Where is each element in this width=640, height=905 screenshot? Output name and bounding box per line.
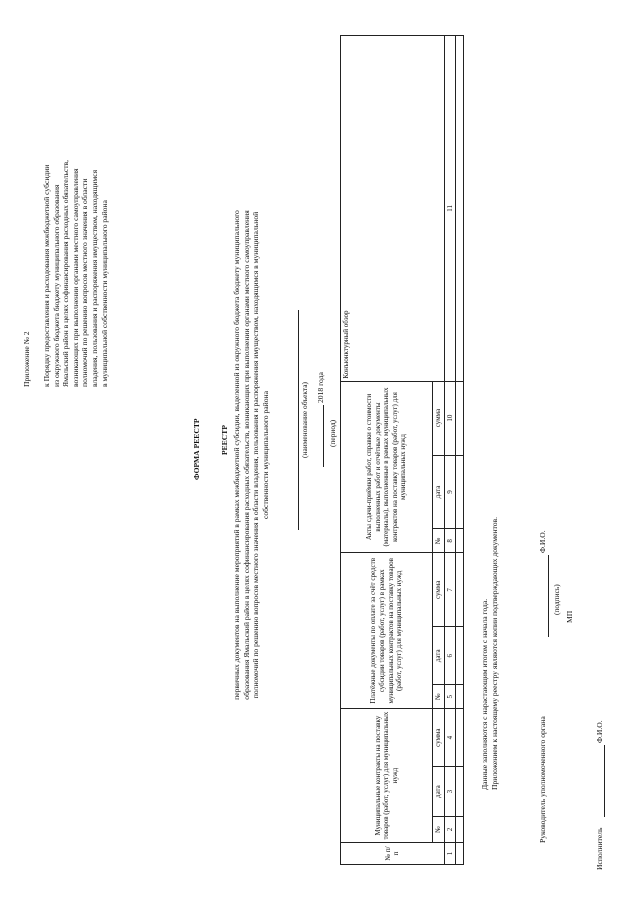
executor-line [604,745,605,817]
col-number: 3 [444,767,456,817]
col-number: 8 [444,529,456,553]
header-review: Конъюнктурный обзор [341,36,445,382]
appendix-line: Ямальский район в целях софинансирования расходных обязательств, [61,159,71,387]
head-fio: Ф.И.О. [538,530,547,553]
registry-line: образования Ямальский район в целях софинансирования расходных обязательств, возникающих при выполнении органами местного самоуправления [241,210,251,700]
col-number: 1 [444,843,456,865]
sub-sum: сумма [433,381,445,455]
registry-line: собственности муниципального района [260,391,270,519]
col-number: 11 [444,36,456,382]
executor-label: Исполнитель [595,827,604,870]
appendix-number: Приложение № 2 [22,331,31,387]
object-name-line [298,310,299,530]
stamp-mp: МП [565,610,574,623]
header-payments: Платёжные документы по оплате за счёт средств субсидии товаров (работ, услуг) в рамках муниципальных контрактов на поставку товаров (работ, услуг) для муниципальных нужд [341,553,433,709]
col-number: 2 [444,817,456,843]
appendix-text [42,47,109,387]
registry-title: РЕЕСТР [220,425,229,455]
col-number: 9 [444,455,456,529]
sub-sum: сумма [433,709,445,767]
sub-date: дата [433,627,445,685]
table-header-row [341,36,433,865]
appendix-line: к Порядку предоставления и расходования межбюджетной субсидии [42,164,51,387]
sub-no: № [433,685,445,709]
registry-description [232,175,270,735]
registry-line: первичных документов на выполнение мероприятий в рамках межбюджетной субсидии, выделенной из окружного бюджета бюджету муниципального [232,210,241,700]
note-line: Приложением к настоящему реестру являются копии подтверждающих документов. [489,516,499,790]
form-title: ФОРМА РЕЕСТР [192,418,201,480]
sub-no: № [433,529,445,553]
year-text: 2018 года [316,372,325,403]
appendix-line: владения, пользования и распоряжения имуществом, находящимся [89,169,99,387]
appendix-line: из окружного бюджета бюджету муниципального образования [51,184,61,387]
header-no: № п/п [341,843,445,865]
sub-date: дата [433,455,445,529]
header-contracts: Муниципальные контракты на поставку товаров (работ, услуг) для муниципальных нужд [341,709,433,843]
executor-fio: Ф.И.О. [595,720,604,743]
header-acts: Акты сдачи-приёмки работ, справки о стоимости выполненных работ и отчётные документы (материалы), выполненные в рамках муниципальных контрактов на поставку товаров (работ, услуг) для муниципальных нужд [341,381,433,553]
sub-no: № [433,817,445,843]
notes [480,517,499,790]
sub-date: дата [433,767,445,817]
sub-sum: сумма [433,553,445,627]
object-caption: (наименование объекта) [300,382,309,458]
signature-line [548,555,549,637]
registry-line: полномочий по решению вопросов местного значения в области владения, пользования и распоряжения имуществом, находящимся в муниципальной [251,211,261,699]
period-line [323,405,324,467]
col-number: 6 [444,627,456,685]
col-number: 4 [444,709,456,767]
col-number: 10 [444,381,456,455]
head-label: Руководитель уполномоченного органа [538,716,547,843]
note-line: Данные заполняются с нарастающим итогом с начала года. [480,598,489,790]
col-number: 5 [444,685,456,709]
table-number-row [444,36,456,865]
appendix-line: полномочий по решению вопросов местного значения в области [80,178,90,387]
col-number: 7 [444,553,456,627]
appendix-line: в муниципальной собственности муниципального района [99,200,109,387]
registry-table [340,35,464,865]
appendix-line: возникающих при выполнении органами местного самоуправления [70,168,80,387]
period-caption: (период) [328,419,337,447]
table-empty-row [456,36,464,865]
signature-caption: (подпись) [552,584,561,615]
